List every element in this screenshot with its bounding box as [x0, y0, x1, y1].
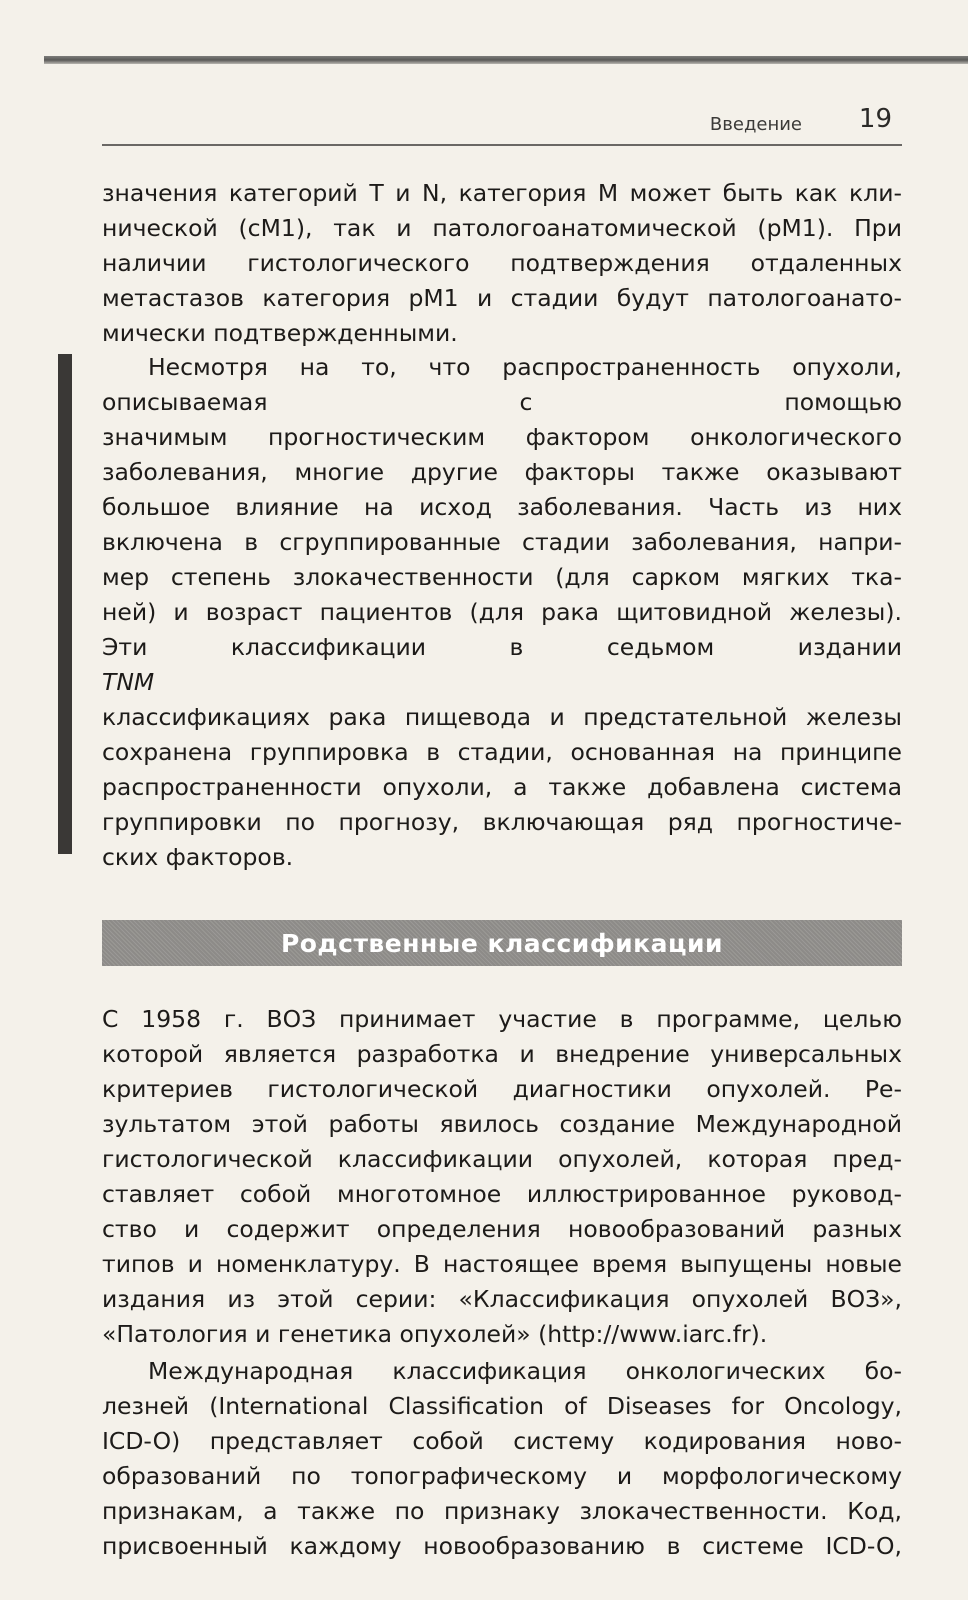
text-line: мически подтвержденными.: [102, 319, 458, 347]
section-heading-bar: [102, 920, 902, 966]
text-line: [102, 630, 902, 665]
page-top-edge: [44, 56, 968, 64]
text-line: Несмотря на то, что распространенность опухоли,: [148, 353, 902, 381]
text-line: зультатом этой работы явилось создание Международной: [102, 1110, 902, 1138]
paragraph-3: [102, 1002, 902, 1352]
text-line: критериев гистологической диагностики опухолей. Ре-: [102, 1075, 902, 1103]
section-title: Родственные классификации: [280, 928, 724, 958]
text-line: С 1958 г. ВОЗ принимает участие в программе, целью: [102, 1005, 902, 1033]
text-line: ство и содержит определения новообразований разных: [102, 1215, 902, 1243]
text-line: нической (cM1), так и патологоанатомической (pM1). При: [102, 214, 902, 242]
text-line: [102, 665, 902, 700]
paragraph-4: [102, 1354, 902, 1564]
text-line: сохранена группировка в стадии, основанная на принципе: [102, 738, 902, 766]
text-line: ней) и возраст пациентов (для рака щитовидной железы).: [102, 598, 902, 626]
page-number: 19: [858, 104, 892, 134]
text-line: «Патология и генетика опухолей» (http://www.iarc.fr).: [102, 1320, 768, 1348]
text-span: описываемая с помощью: [102, 388, 902, 416]
text-line: образований по топографическому и морфологическому: [102, 1462, 902, 1490]
text-line: группировки по прогнозу, включающая ряд прогностиче-: [102, 808, 902, 836]
text-line: ставляет собой многотомное иллюстрированное руковод-: [102, 1180, 902, 1208]
text-line: типов и номенклатуру. В настоящее время выпущены новые: [102, 1250, 902, 1278]
text-line: которой является разработка и внедрение универсальных: [102, 1040, 902, 1068]
text-line: присвоенный каждому новообразованию в системе ICD-O,: [102, 1532, 902, 1560]
text-line: гистологической классификации опухолей, которая пред-: [102, 1145, 902, 1173]
paragraph-1: [102, 176, 902, 351]
text-line: включена в сгруппированные стадии заболевания, напри-: [102, 528, 902, 556]
text-line: распространенности опухоли, а также добавлена система: [102, 773, 902, 801]
text-span: Эти классификации в седьмом издании: [102, 633, 902, 661]
running-head: Введение: [709, 114, 802, 135]
text-line: лезней (International Classification of Diseases for Oncology,: [102, 1392, 902, 1420]
text-line: [102, 385, 902, 420]
text-line: метастазов категория pM1 и стадии будут патологоанато-: [102, 284, 902, 312]
text-line: значимым прогностическим фактором онкологического: [102, 423, 902, 451]
text-line: мер степень злокачественности (для сарком мягких тка-: [102, 563, 902, 591]
italic-term: TNM: [102, 668, 155, 696]
text-line: классификациях рака пищевода и предстательной железы: [102, 703, 902, 731]
text-line: большое влияние на исход заболевания. Часть из них: [102, 493, 902, 521]
text-line: значения категорий T и N, категория M может быть как кли-: [102, 179, 902, 207]
text-line: заболевания, многие другие факторы также оказывают: [102, 458, 902, 486]
text-line: наличии гистологического подтверждения отдаленных: [102, 249, 902, 277]
margin-marker-bar: [58, 354, 72, 854]
text-line: Международная классификация онкологических бо-: [148, 1357, 902, 1385]
paragraph-2: [102, 350, 902, 875]
text-line: ских факторов.: [102, 843, 294, 871]
text-line: признакам, а также по признаку злокачественности. Код,: [102, 1497, 902, 1525]
text-line: ICD-O) представляет собой систему кодирования ново-: [102, 1427, 902, 1455]
page-header: [102, 104, 902, 146]
text-line: издания из этой серии: «Классификация опухолей ВОЗ»,: [102, 1285, 902, 1313]
